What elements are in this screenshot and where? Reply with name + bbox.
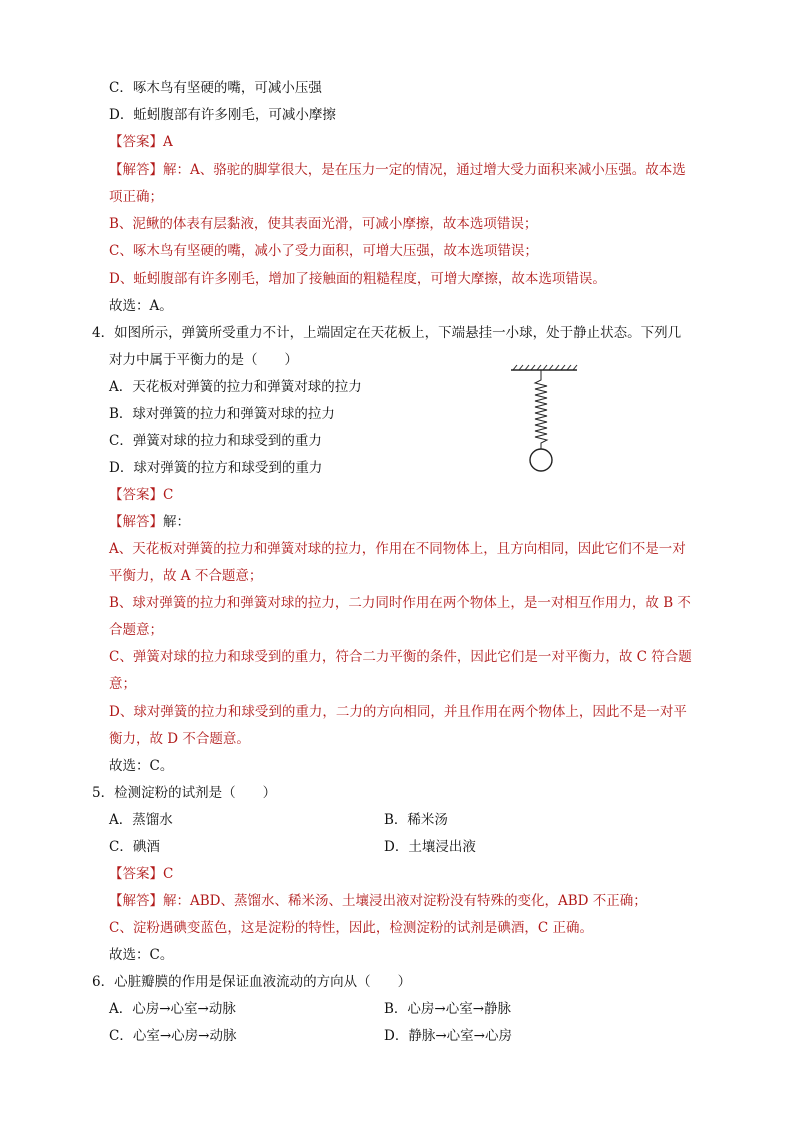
spring xyxy=(535,370,547,449)
q4-option-a: A．天花板对弹簧的拉力和弹簧对球的拉力 xyxy=(109,379,362,395)
answer-tag: 【答案】 xyxy=(109,866,163,882)
q5-choose: 故选：C。 xyxy=(109,947,174,963)
q4-option-d: D．球对弹簧的拉方和球受到的重力 xyxy=(109,460,323,476)
q3-option-d: D．蚯蚓腹部有许多刚毛，可减小摩擦 xyxy=(109,107,336,123)
q5-option-d: D．土壤浸出液 xyxy=(384,839,476,855)
analysis-lead: 解： xyxy=(163,514,190,530)
q6-option-c: C．心室→心房→动脉 xyxy=(109,1028,237,1044)
q3-option-c: C．啄木鸟有坚硬的嘴，可减小压强 xyxy=(109,80,322,96)
q4-analysis-b-2: 合题意； xyxy=(109,622,163,638)
analysis-tag: 【解答】 xyxy=(109,893,163,909)
q4-stem-1: 4．如图所示，弹簧所受重力不计，上端固定在天花板上，下端悬挂一小球，处于静止状态。下列几 xyxy=(92,325,682,341)
q5-analysis-2: C、淀粉遇碘变蓝色，这是淀粉的特性，因此，检测淀粉的试剂是碘酒，C 正确。 xyxy=(109,920,593,936)
q5-option-a: A．蒸馏水 xyxy=(109,812,173,828)
ceiling-hatch xyxy=(511,365,577,370)
q4-option-b: B．球对弹簧的拉力和弹簧对球的拉力 xyxy=(109,406,335,422)
q5-analysis-1 xyxy=(109,892,647,910)
q3-analysis-b: B、泥鳅的体表有层黏液，使其表面光滑，可减小摩擦，故本选项错误； xyxy=(109,216,538,232)
q3-analysis-line xyxy=(109,161,686,179)
answer-tag: 【答案】 xyxy=(109,487,163,503)
q4-analysis-c-2: 意； xyxy=(109,676,136,692)
q4-analysis-d-2: 衡力，故 D 不合题意。 xyxy=(109,731,250,747)
q6-option-d: D．静脉→心室→心房 xyxy=(384,1028,512,1044)
q3-choose: 故选：A。 xyxy=(109,298,173,314)
q4-analysis-a-2: 平衡力，故 A 不合题意； xyxy=(109,568,263,584)
q4-analysis-d-1: D、球对弹簧的拉力和球受到的重力，二力的方向相同，并且作用在两个物体上，因此不是一对平 xyxy=(109,704,687,720)
q4-option-c: C．弹簧对球的拉力和球受到的重力 xyxy=(109,433,322,449)
answer-value: C xyxy=(163,866,174,882)
q4-answer xyxy=(109,486,173,504)
q4-analysis-b-1: B、球对弹簧的拉力和弹簧对球的拉力，二力同时作用在两个物体上，是一对相互作用力，故 B 不 xyxy=(109,595,691,611)
q6-stem: 6．心脏瓣膜的作用是保证血液流动的方向从（ ） xyxy=(92,974,412,990)
q4-analysis-head xyxy=(109,513,190,531)
ball xyxy=(530,449,552,471)
analysis-text: 解：A、骆驼的脚掌很大，是在压力一定的情况，通过增大受力面积来减小压强。故本选 xyxy=(163,162,686,178)
q5-option-b: B．稀米汤 xyxy=(384,812,448,828)
analysis-tag: 【解答】 xyxy=(109,514,163,530)
q3-analysis-cont: 项正确； xyxy=(109,189,163,205)
q5-stem: 5．检测淀粉的试剂是（ ） xyxy=(92,785,277,801)
analysis-text: 解：ABD、蒸馏水、稀米汤、土壤浸出液对淀粉没有特殊的变化，ABD 不正确； xyxy=(163,893,647,909)
q3-analysis-c: C、啄木鸟有坚硬的嘴，减小了受力面积，可增大压强，故本选项错误； xyxy=(109,243,538,259)
spring-ball-figure xyxy=(505,364,585,476)
q5-option-c: C．碘酒 xyxy=(109,839,160,855)
answer-value: C xyxy=(163,487,174,503)
q6-option-b: B．心房→心室→静脉 xyxy=(384,1001,512,1017)
q5-answer xyxy=(109,865,173,883)
answer-value: A xyxy=(163,134,173,150)
q4-choose: 故选：C。 xyxy=(109,758,174,774)
q4-analysis-a-1: A、天花板对弹簧的拉力和弹簧对球的拉力，作用在不同物体上，且方向相同，因此它们不是一对 xyxy=(109,541,686,557)
q3-answer xyxy=(109,133,173,151)
q6-option-a: A．心房→心室→动脉 xyxy=(109,1001,236,1017)
analysis-tag: 【解答】 xyxy=(109,162,163,178)
answer-tag: 【答案】 xyxy=(109,134,163,150)
q4-stem-2: 对力中属于平衡力的是（ ） xyxy=(109,352,298,368)
q4-analysis-c-1: C、弹簧对球的拉力和球受到的重力，符合二力平衡的条件，因此它们是一对平衡力，故 C 符合题 xyxy=(109,649,692,665)
q3-analysis-d: D、蚯蚓腹部有许多刚毛，增加了接触面的粗糙程度，可增大摩擦，故本选项错误。 xyxy=(109,271,606,287)
